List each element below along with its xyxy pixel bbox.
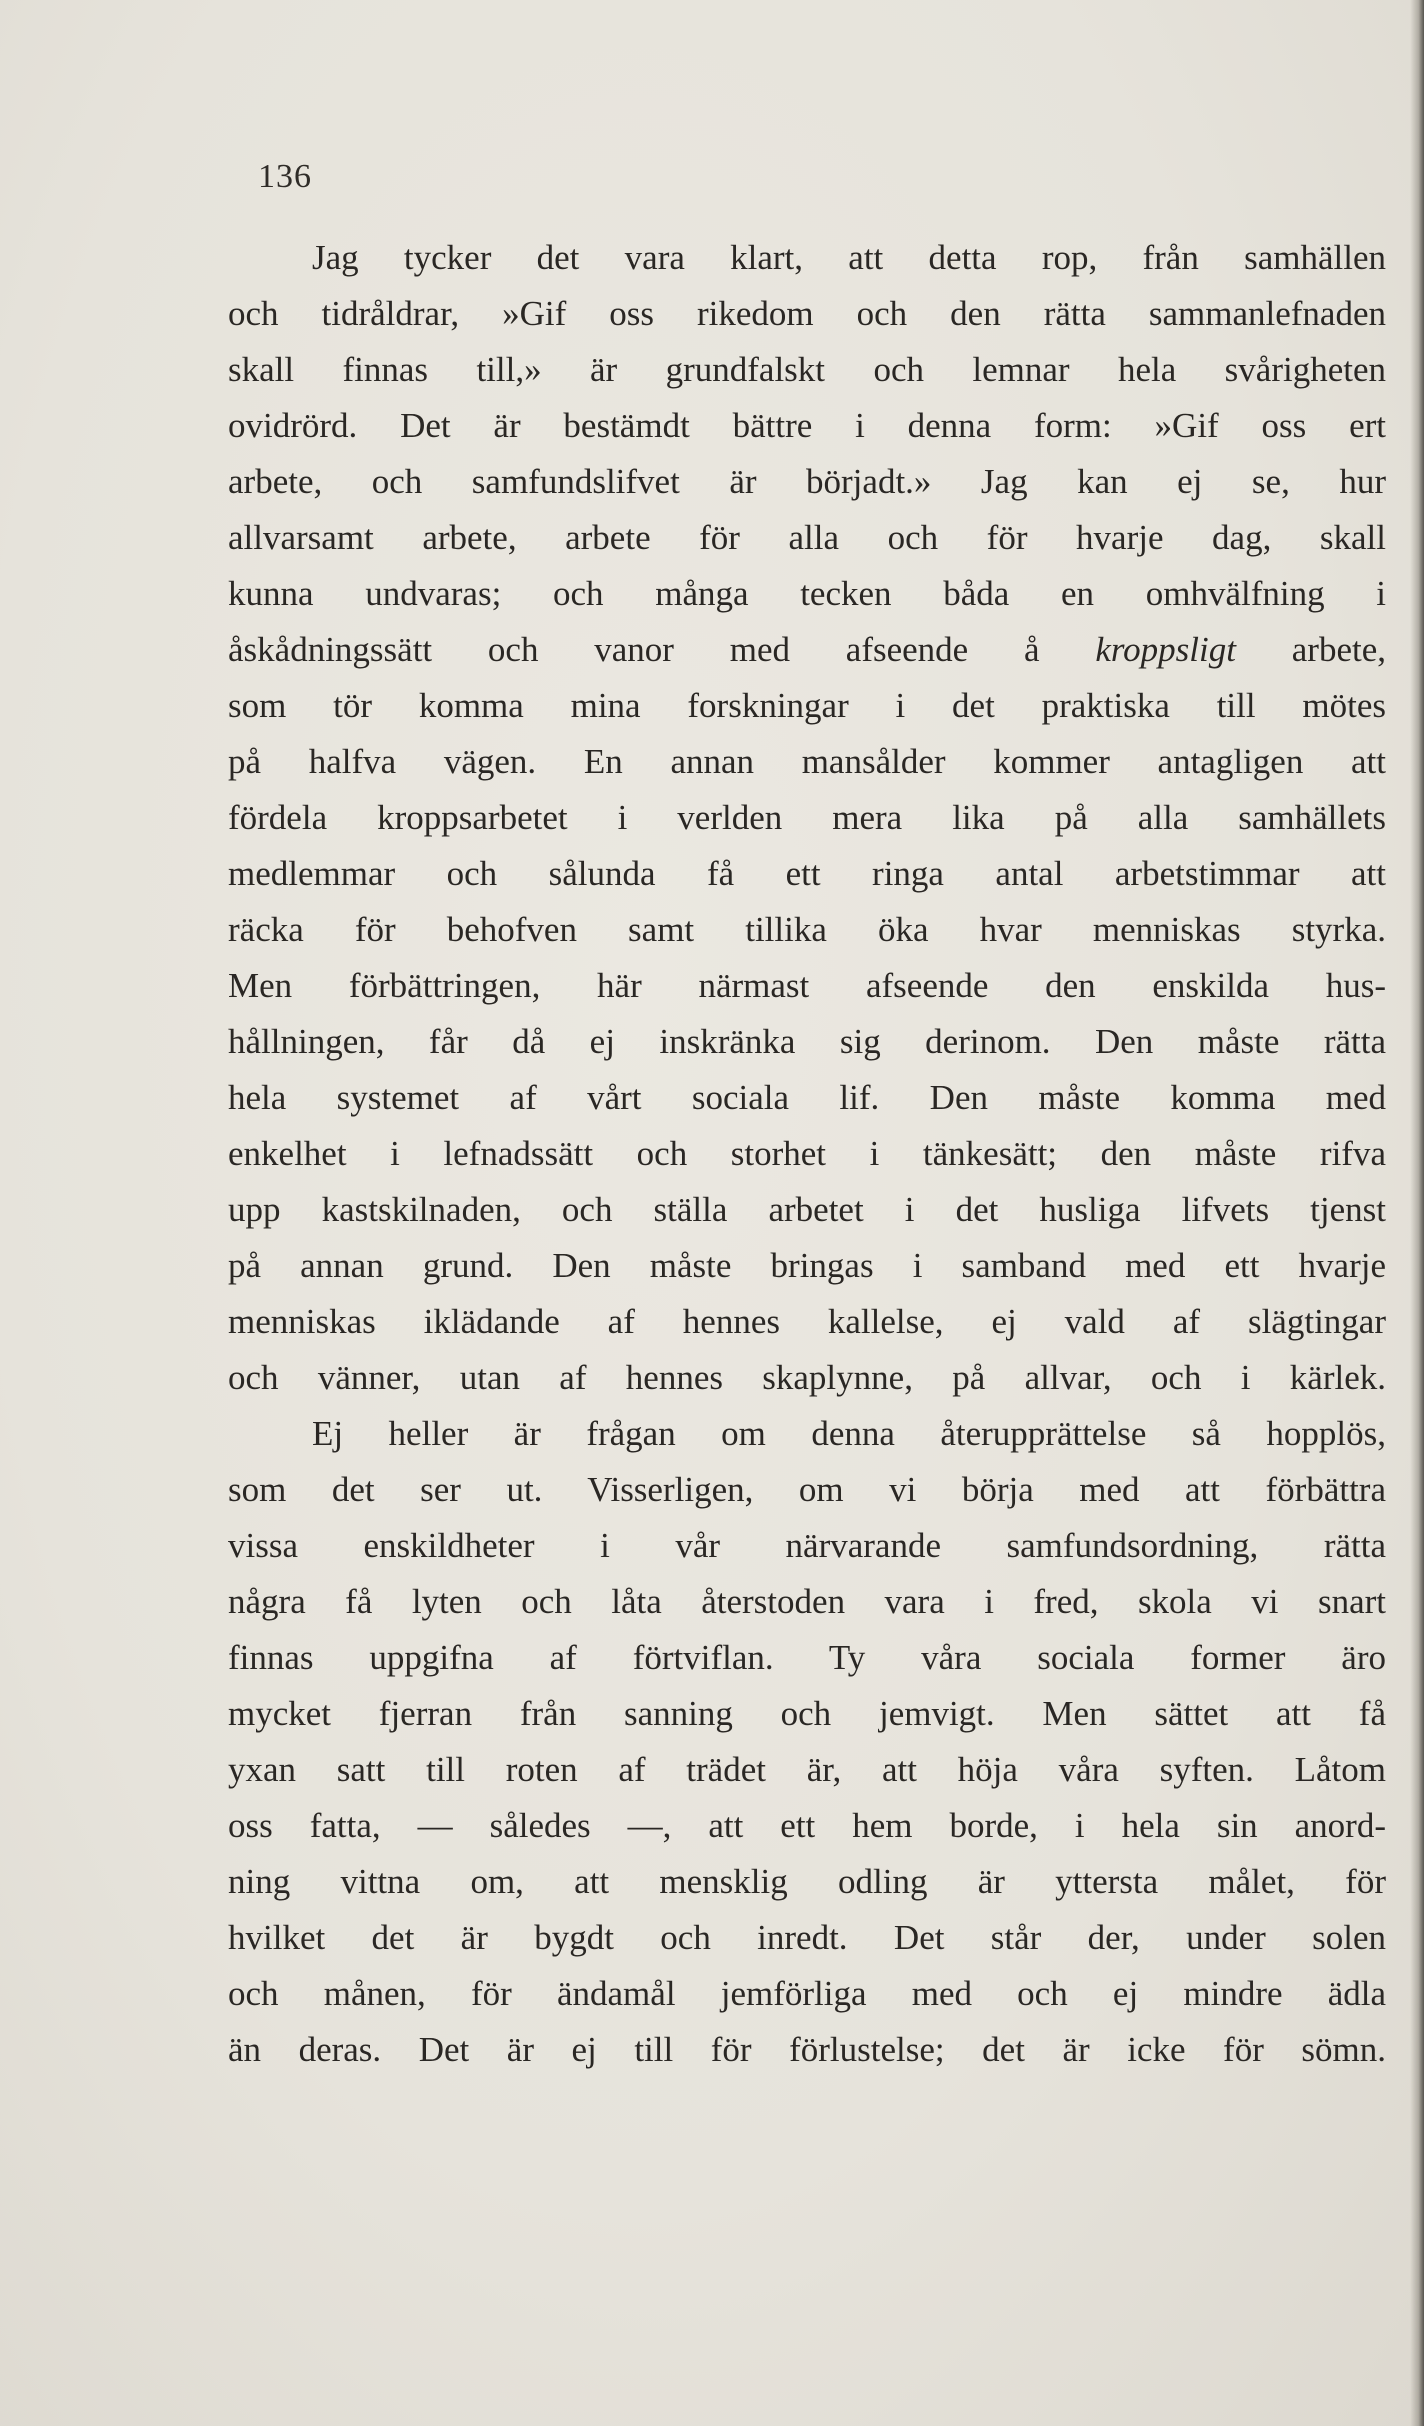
text-line: mycket fjerran från sanning och jemvigt. Men sättet att få (228, 1694, 1386, 1733)
text-line: ovidrörd. Det är bestämdt bättre i denna form: »Gif oss ert (228, 406, 1386, 445)
text-line: Ej heller är frågan om denna återupprättelse så hopplös, (312, 1414, 1386, 1453)
text-line: och månen, för ändamål jemförliga med och ej mindre ädla (228, 1974, 1386, 2013)
text-line: hela systemet af vårt sociala lif. Den måste komma med (228, 1078, 1386, 1117)
page-edge-shadow (1410, 0, 1424, 2426)
text-line: på halfva vägen. En annan mansålder kommer antagligen att (228, 742, 1386, 781)
text-line: räcka för behofven samt tillika öka hvar menniskas styrka. (228, 910, 1386, 949)
text-line: fördela kroppsarbetet i verlden mera lika på alla samhällets (228, 798, 1386, 837)
text-line: vissa enskildheter i vår närvarande samfundsordning, rätta (228, 1526, 1386, 1565)
text-line: och vänner, utan af hennes skaplynne, på allvar, och i kärlek. (228, 1358, 1386, 1397)
text-line-italic: åskådningssätt och vanor med afseende å kroppsligt arbete, (228, 630, 1386, 669)
text-line: ning vittna om, att mensklig odling är yttersta målet, för (228, 1862, 1386, 1901)
text-line: medlemmar och sålunda få ett ringa antal arbetstimmar att (228, 854, 1386, 893)
text-line: och tidråldrar, »Gif oss rikedom och den rätta sammanlefnaden (228, 294, 1386, 333)
text-line: skall finnas till,» är grundfalskt och lemnar hela svårigheten (228, 350, 1386, 389)
text-line: finnas uppgifna af förtviflan. Ty våra sociala former äro (228, 1638, 1386, 1677)
text-line: upp kastskilnaden, och ställa arbetet i det husliga lifvets tjenst (228, 1190, 1386, 1229)
text-line: allvarsamt arbete, arbete för alla och för hvarje dag, skall (228, 518, 1386, 557)
text-line: menniskas iklädande af hennes kallelse, ej vald af slägtingar (228, 1302, 1386, 1341)
text-line: kunna undvaras; och många tecken båda en omhvälfning i (228, 574, 1386, 613)
text-line: som det ser ut. Visserligen, om vi börja med att förbättra (228, 1470, 1386, 1509)
text-line: hållningen, får då ej inskränka sig derinom. Den måste rätta (228, 1022, 1386, 1061)
text-line: arbete, och samfundslifvet är börjadt.» Jag kan ej se, hur (228, 462, 1386, 501)
text-line: enkelhet i lefnadssätt och storhet i tänkesätt; den måste rifva (228, 1134, 1386, 1173)
page-number: 136 (258, 158, 312, 195)
text-line: oss fatta, — således —, att ett hem borde, i hela sin anord- (228, 1806, 1386, 1845)
text-line: som tör komma mina forskningar i det praktiska till mötes (228, 686, 1386, 725)
text-line: än deras. Det är ej till för förlustelse; det är icke för sömn. (228, 2030, 1386, 2069)
text-line: yxan satt till roten af trädet är, att höja våra syften. Låtom (228, 1750, 1386, 1789)
text-line: några få lyten och låta återstoden vara i fred, skola vi snart (228, 1582, 1386, 1621)
text-line: Men förbättringen, här närmast afseende den enskilda hus- (228, 966, 1386, 1005)
text-line: Jag tycker det vara klart, att detta rop, från samhällen (312, 238, 1386, 277)
text-line: hvilket det är bygdt och inredt. Det står der, under solen (228, 1918, 1386, 1957)
italic-emphasis: kroppsligt (1095, 630, 1236, 669)
text-line: på annan grund. Den måste bringas i samband med ett hvarje (228, 1246, 1386, 1285)
